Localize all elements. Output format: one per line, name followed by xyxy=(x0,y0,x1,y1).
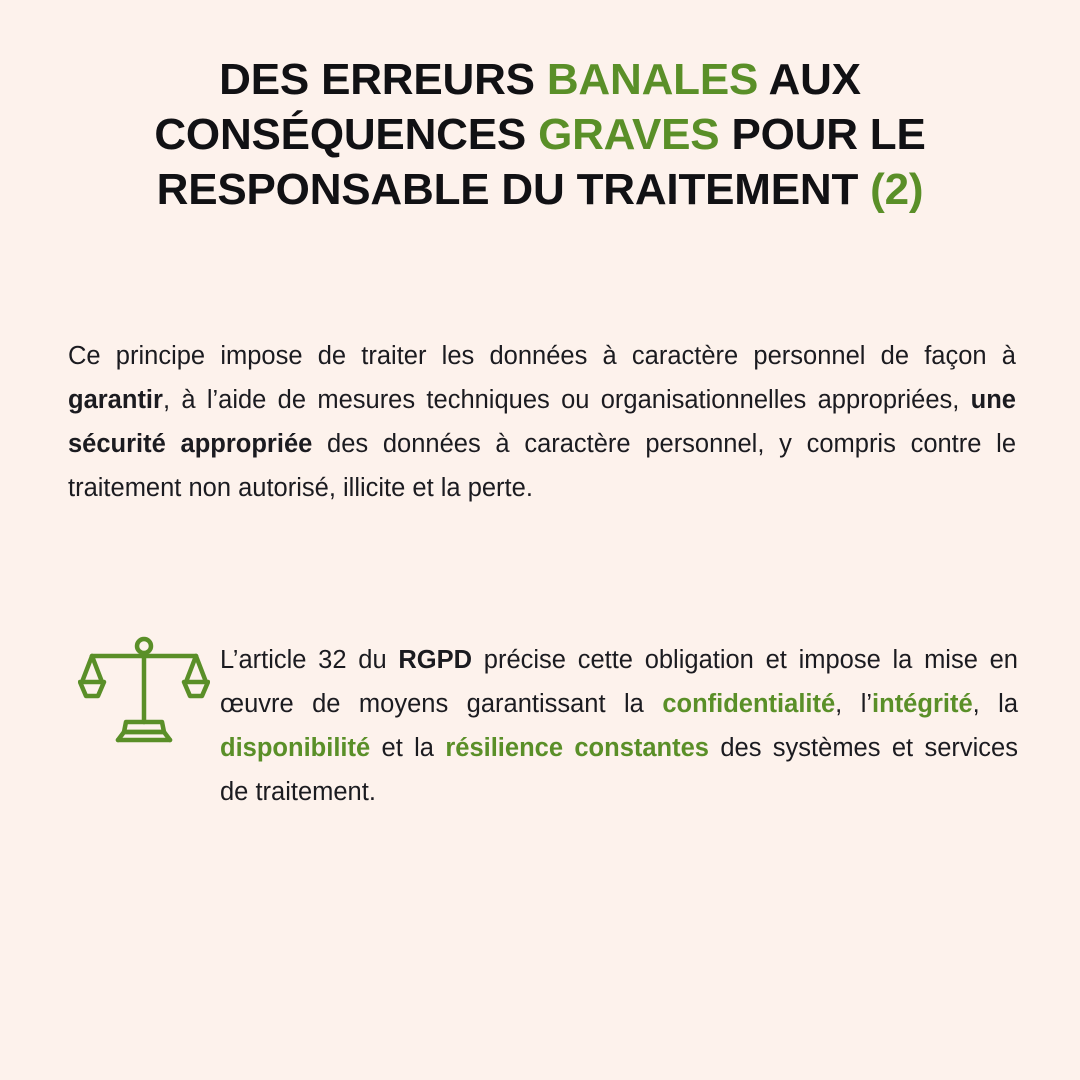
paragraph-principle xyxy=(68,334,1016,510)
article-32-block xyxy=(68,612,1018,839)
paragraph-1-bold-1: garantir xyxy=(68,385,163,414)
title-line-1-accent: BANALES xyxy=(546,55,759,104)
balance-scale-icon xyxy=(68,612,220,752)
title-line-2 xyxy=(60,107,1020,162)
paragraph-2-seg-1: L’article 32 du xyxy=(220,645,399,674)
paragraph-1-seg-1: Ce principe impose de traiter les données à caractère personnel de façon à xyxy=(68,341,1016,370)
paragraph-2-seg-4: , la xyxy=(972,689,1018,718)
paragraph-2-green-2: intégrité xyxy=(872,689,973,718)
title-line-1-post: AUX xyxy=(758,55,861,104)
paragraph-2-seg-3: , l’ xyxy=(835,689,873,718)
paragraph-1-seg-2: , à l’aide de mesures techniques ou organisationnelles appropriées, xyxy=(162,385,971,414)
paragraph-1-bold-2: une sécurité appropriée xyxy=(68,385,1016,458)
paragraph-2-green-3: disponibilité xyxy=(220,733,371,762)
title-line-3-pre: RESPONSABLE DU TRAITEMENT xyxy=(156,165,871,214)
paragraph-2-seg-2: précise cette obligation et impose la mise en œuvre de moyens garantissant la xyxy=(220,645,1018,718)
title-line-2-accent: GRAVES xyxy=(538,110,720,159)
paragraph-2-bold-1: RGPD xyxy=(398,645,473,674)
title-line-3 xyxy=(60,162,1020,217)
paragraph-2-seg-5: et la xyxy=(370,733,446,762)
title-line-2-post: POUR LE xyxy=(719,110,926,159)
title-line-3-accent: (2) xyxy=(870,165,924,214)
paragraph-article-32 xyxy=(220,638,1018,814)
title-line-1 xyxy=(60,52,1020,107)
title-line-2-pre: CONSÉQUENCES xyxy=(154,110,539,159)
page-title xyxy=(60,52,1020,217)
paragraph-1-seg-3: des données à caractère personnel, y compris contre le traitement non autorisé, illicite et la perte. xyxy=(68,429,1017,502)
paragraph-2-green-1: confidentialité xyxy=(662,689,836,718)
paragraph-2-seg-6: des systèmes et services de traitement. xyxy=(220,733,1018,806)
title-line-1-pre: DES ERREURS xyxy=(219,55,547,104)
paragraph-2-green-4: résilience constantes xyxy=(445,733,709,762)
